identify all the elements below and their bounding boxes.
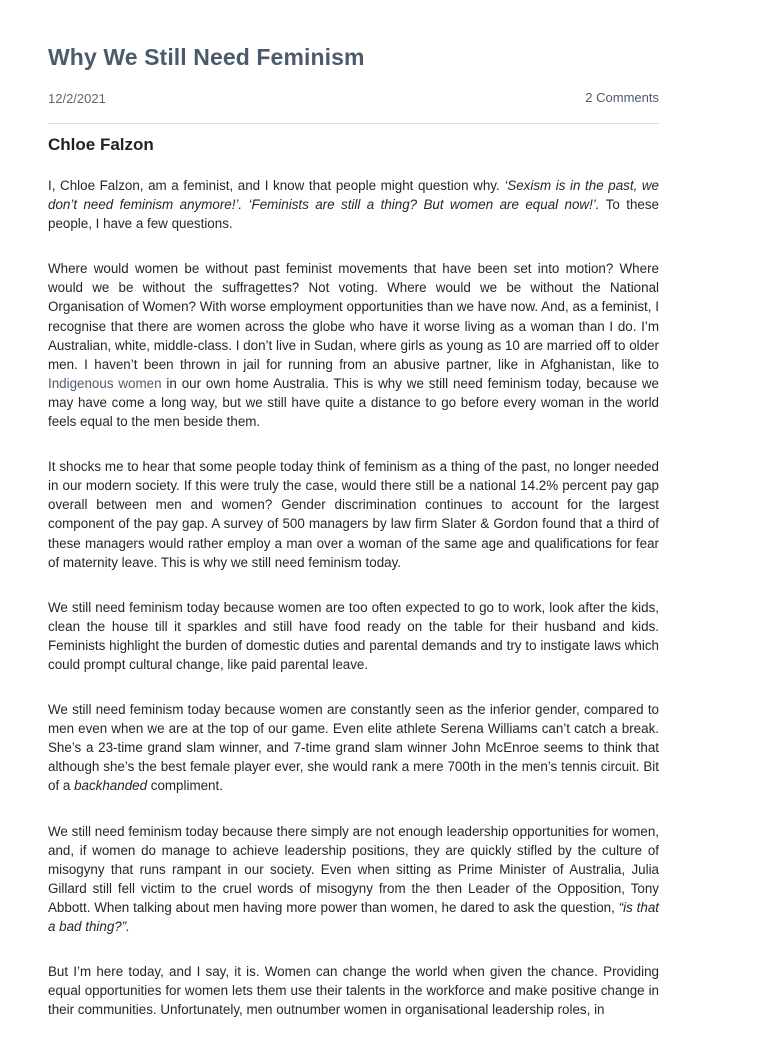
post-body [48,176,659,1045]
paragraph-2 [48,259,659,431]
paragraph-text: To these people, I have a few questions. [48,197,659,232]
paragraph-3: It shocks me to hear that some people today think of feminism as a thing of the past, no longer needed in our modern society. If this were truly the case, would there still be a national 14.2% percent pay gap overall between men and women? Gender discrimination continues to account for the largest component of the pay gap. A survey of 500 managers by law firm Slater & Gordon found that a third of these managers would rather employ a man over a woman of the same age and qualifications for fear of maternity leave. This is why we still need feminism today. [48,459,659,570]
author-name: Chloe Falzon [48,135,154,154]
indigenous-women-link[interactable]: Indigenous women [48,375,162,391]
paragraph-4: We still need feminism today because women are too often expected to go to work, look after the kids, clean the house till it sparkles and still have food ready on the table for their husband and kids. Feminists highlight the burden of domestic duties and parental demands and try to instigate laws which could prompt cultural change, like paid parental leave. [48,599,659,672]
post-date: 12/2/2021 [48,91,106,106]
paragraph-1 [48,176,659,233]
quoted-text: “is that a bad thing?”. [48,899,659,934]
quoted-text: ‘Sexism is in the past, we don’t need feminism anymore!’. ‘Feminists are still a thing? But women are equal now!’. [48,178,659,213]
paragraph-text: We still need feminism today because women are constantly seen as the inferior gender, compared to men even when we are at the top of our game. Even elite athlete Serena Williams can’t catch a break. She’s a 23-time grand slam winner, and 7-time grand slam winner John McEnroe seems to think that although she’s the best female player ever, she would rank a mere 700th in the men’s tennis circuit. Bit of a [48,702,659,794]
paragraph-text: I, Chloe Falzon, am a feminist, and I know that people might question why. [48,178,505,193]
paragraph-7: But I’m here today, and I say, it is. Women can change the world when given the chance. Providing equal opportunities for women lets them use their talents in the workforce and make positive change in their communities. Unfortunately, men outnumber women in organisational leadership roles, in [48,964,659,1018]
paragraph-text: We still need feminism today because there simply are not enough leadership opportunities for women, and, if women do manage to achieve leadership positions, they are quickly stifled by the culture of misogyny that runs rampant in our society. Even when sitting as Prime Minister of Australia, Julia Gillard still fell victim to the cruel words of misogyny from the then Leader of the Opposition, Tony Abbott. When talking about men having more power than women, he dared to ask the question, [48,823,659,915]
emphasis-text: backhanded [74,778,148,794]
comments-link[interactable]: 2 Comments [585,90,659,105]
paragraph-5 [48,700,659,795]
post-title: Why We Still Need Feminism [48,44,365,70]
paragraph-text: compliment. [147,778,223,794]
paragraph-text: in our own home Australia. This is why we still need feminism today, because we may have come a long way, but we still have quite a distance to go before every woman in the world feels equal to the men beside them. [48,375,659,430]
paragraph-text: Where would women be without past feminist movements that have been set into motion? Where would we be without the suffragettes? Not voting. Where would we be without the National Organisation of Women? With worse employment opportunities than we have now. And, as a feminist, I recognise that there are women across the globe who have it worse living as a woman than I do. I’m Australian, white, middle-class. I don’t live in Sudan, where girls as young as 10 are married off to older men. I haven’t been thrown in jail for running from an abusive partner, like in Afghanistan, like to [48,261,659,372]
paragraph-6 [48,822,659,937]
divider [48,123,659,124]
